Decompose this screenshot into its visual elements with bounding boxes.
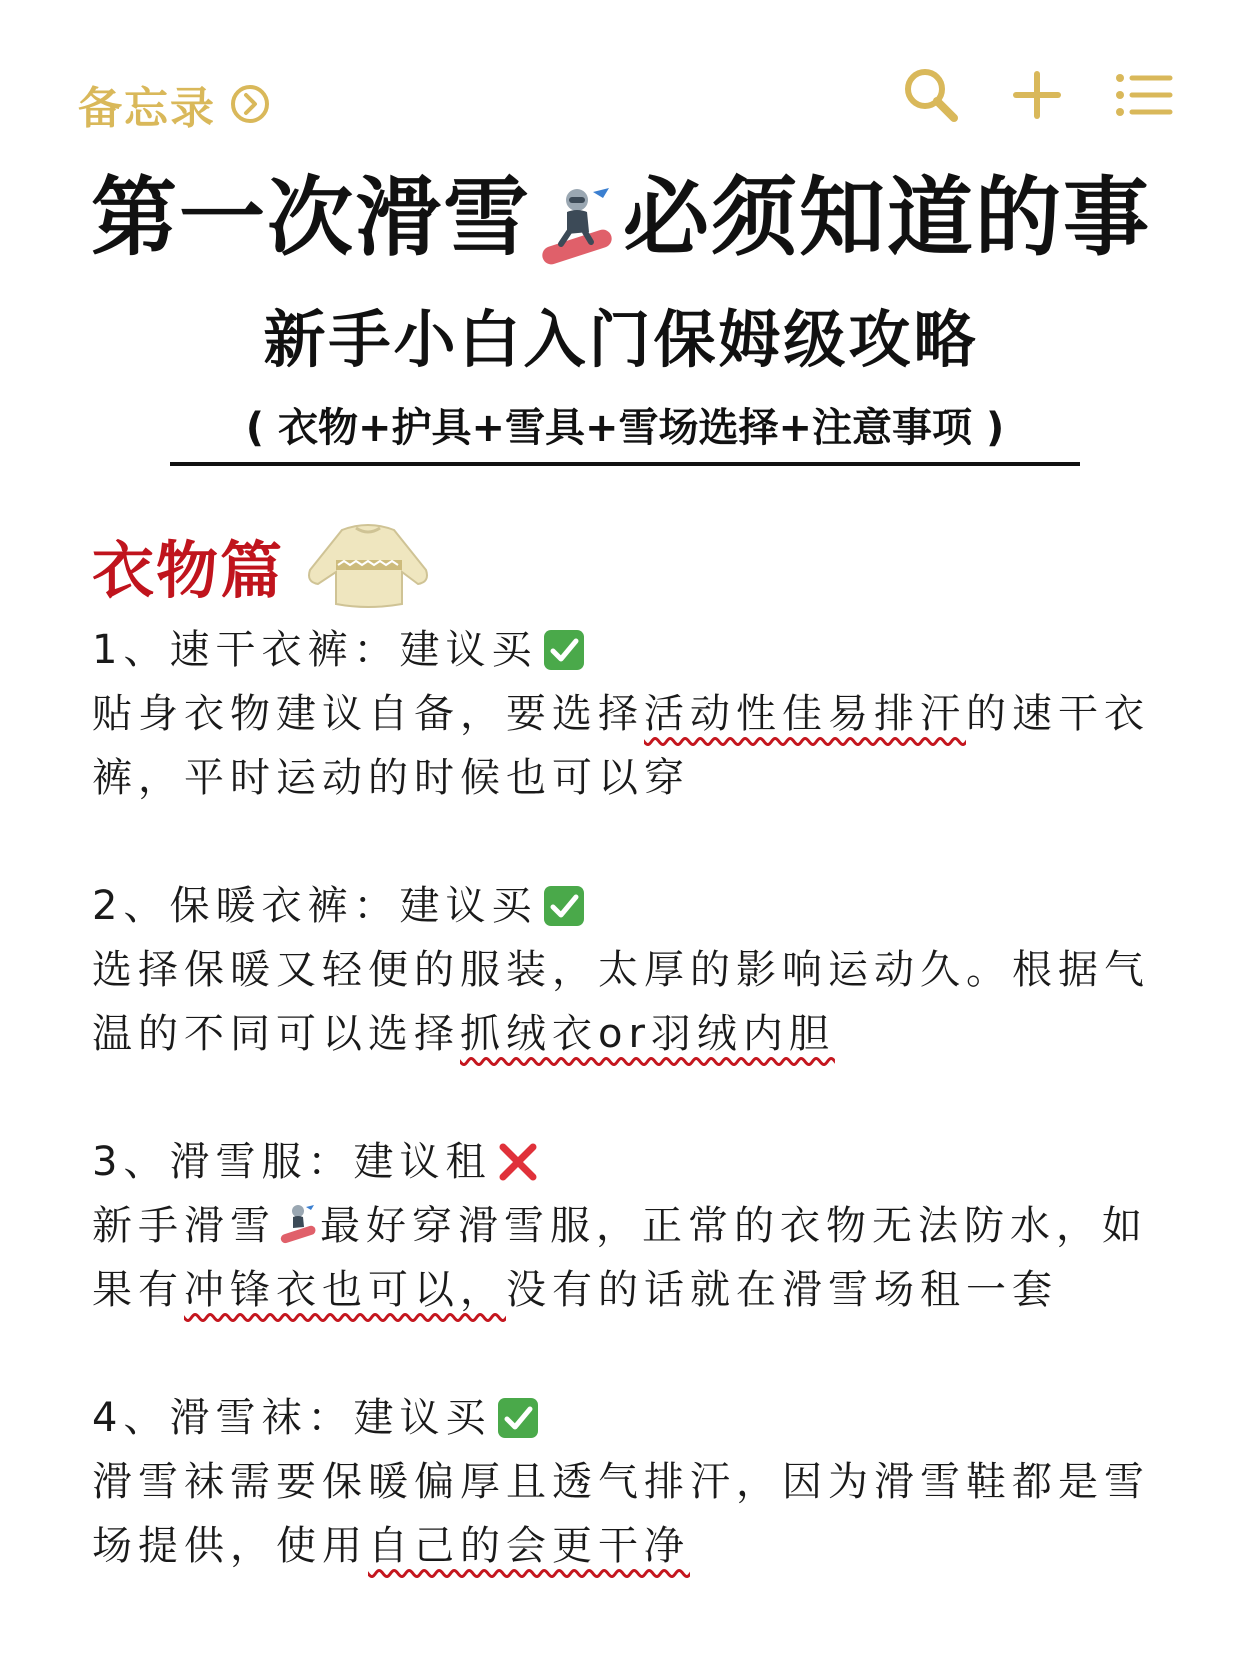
item-title (92, 618, 1172, 682)
chevron-right-circle-icon (230, 84, 270, 124)
item-body-text: 滑雪袜需要保暖偏厚且透气排汗，因为滑雪鞋都是雪场提供，使用 (92, 1459, 1150, 1569)
item-body-text: 没有的话就在滑雪场租一套 (506, 1267, 1058, 1313)
snowboarder-icon (533, 180, 621, 268)
plus-icon[interactable] (1006, 64, 1068, 126)
item-title-text: 4、滑雪袜：建议买 (92, 1395, 492, 1441)
item-body (92, 682, 1172, 810)
top-bar (0, 0, 1242, 170)
item-body-text: 新手滑雪 (92, 1203, 276, 1249)
items-list (92, 618, 1172, 1642)
search-icon[interactable] (900, 64, 962, 126)
item-body (92, 938, 1172, 1066)
check-icon (497, 1397, 539, 1439)
highlighted-text: 抓绒衣or羽绒内胆 (460, 1011, 835, 1057)
page-title (0, 168, 1242, 268)
page-subtitle: 新手小白入门保姆级攻略 (263, 303, 979, 376)
check-icon (543, 629, 585, 671)
item-body-text: 贴身衣物建议自备，要选择 (92, 691, 644, 737)
check-icon (543, 885, 585, 927)
highlighted-text: 冲锋衣也可以， (184, 1267, 506, 1313)
title-part-1: 第一次滑雪 (91, 168, 531, 268)
coat-icon (302, 520, 434, 610)
list-item (92, 618, 1172, 810)
item-title-text: 2、保暖衣裤：建议买 (92, 883, 538, 929)
list-item (92, 1130, 1172, 1322)
list-item (92, 1386, 1172, 1578)
list-icon[interactable] (1112, 64, 1174, 126)
highlighted-text: 自己的会更干净 (368, 1523, 690, 1569)
item-title-text: 1、速干衣裤：建议买 (92, 627, 538, 673)
back-label: 备忘录 (78, 83, 216, 134)
list-item (92, 874, 1172, 1066)
top-actions (900, 64, 1174, 126)
item-body-text: 的速干衣裤，平时运动的时候也可以穿 (92, 691, 1150, 801)
item-title (92, 1130, 1172, 1194)
back-to-notes-button[interactable] (78, 72, 270, 136)
section-heading-text: 衣物篇 (92, 533, 285, 607)
item-body-text: 最好穿滑雪服，正常的衣物无法防水，如果有 (92, 1203, 1148, 1313)
snowboarder-icon (276, 1201, 320, 1245)
highlighted-text: 活动性佳易排汗 (644, 691, 966, 737)
item-body-text: 选择保暖又轻便的服装，太厚的影响运动久。根据气温的不同可以选择 (92, 947, 1150, 1057)
cross-icon (497, 1141, 539, 1183)
item-body (92, 1194, 1172, 1322)
title-part-2: 必须知道的事 (623, 168, 1151, 268)
item-title (92, 874, 1172, 938)
topics-line: ( 衣物+护具+雪具+雪场选择+注意事项 ) (170, 398, 1080, 466)
item-title-text: 3、滑雪服：建议租 (92, 1139, 492, 1185)
item-title (92, 1386, 1172, 1450)
section-heading (92, 520, 434, 610)
item-body (92, 1450, 1172, 1578)
